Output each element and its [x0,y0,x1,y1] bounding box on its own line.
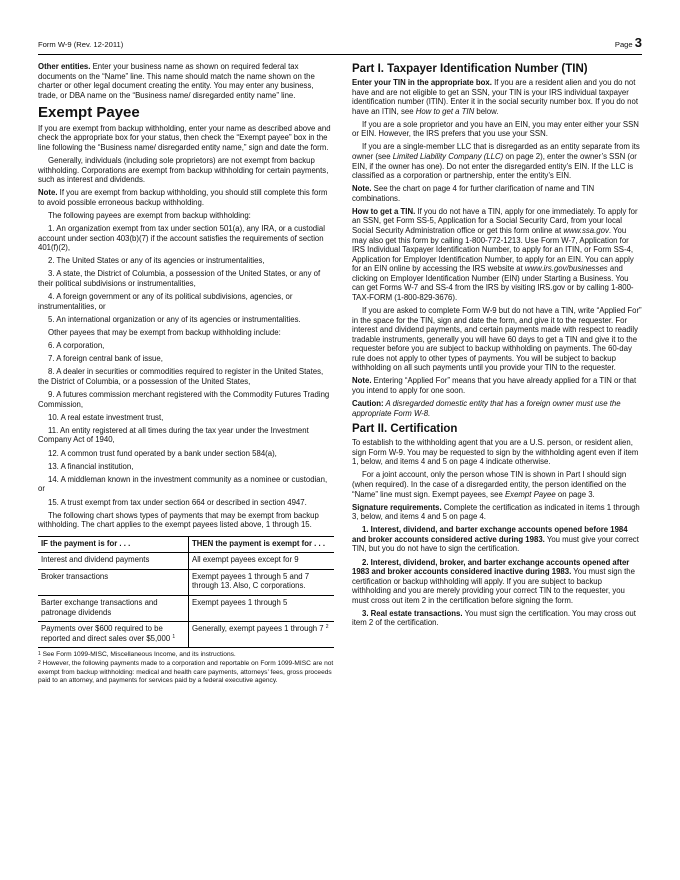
other-entities-paragraph [38,62,334,100]
how-text-a: If you do not have a TIN, apply for one immediately. To apply for an SSN, get Form SS-5, Application for a Social Security Card, from your local Social Security Administration office or get this form online at [352,206,638,236]
cert-item-1-text: You must give your correct TIN, but you do not have to sign the certification. [352,534,639,554]
caution-text: A disregarded domestic entity that has a foreign owner must use the appropriate Form W-8. [352,399,621,418]
enter-tin-tail: below. [474,106,499,116]
exempt-list-2 [38,341,334,507]
table-row [38,595,334,621]
note-text: If you are exempt from backup withholding, you should still complete this form to avoid possible erroneous backup withholding. [38,188,328,207]
how-text-b: . You may also get this form by calling 1-800-772-1213. Use Form W-7, Application for IRS Individual Taxpayer Identification Number, to apply for an ITIN, or Form SS-4, Application for Employer Identification Number, to apply for an EIN. You can apply for an EIN online by accessing the IRS website at [352,226,634,274]
exempt-p2: Generally, individuals (including sole proprietors) are not exempt from backup withholding. Corporations are exempt from backup withholding for certain payments, such as interest and dividends. [38,156,329,185]
cert-p2-b: on page 3. [555,489,595,499]
list-item: 10. A real estate investment trust, [48,412,164,422]
footnote-num: 1 [38,651,41,658]
cert-p2-a: For a joint account, only the person whose TIN is shown in Part I should sign (when required). In the case of a disregarded entity, the person identified on the “Name” line must sign. Exempt payees, see [352,470,627,499]
table-header-row [38,536,334,553]
cert-item-2 [352,558,642,606]
cert-p1: To establish to the withholding agent that you are a U.S. person, or resident alien, sign Form W-9. You may be requested to sign by the withholding agent even if item 1, below, and items 4 and 5 on page 4 indicate otherwise. [352,438,639,467]
cert-p2-ref: Exempt Payee [504,489,556,499]
exempt-p4: Other payees that may be exempt from backup withholding include: [48,327,281,337]
list-item: 11. An entity registered at all times during the tax year under the Investment Company Act of 1940, [38,425,309,445]
list-item: 2. The United States or any of its agencies or instrumentalities, [48,256,265,266]
cert-item-3-text: You must sign the certification. You may cross out item 2 of the certification. [352,608,636,628]
exempt-p3: The following payees are exempt from backup withholding: [48,210,251,220]
footnote-text: See Form 1099-MISC, Miscellaneous Income, and its instructions. [40,651,236,659]
enter-tin-label: Enter your TIN in the appropriate box. [352,78,492,87]
enter-tin-text: If you are a resident alien and you do not have and are not eligible to get an SSN, your TIN is your IRS individual taxpayer identification number (ITIN). Enter it in the social security number box. If you do not have an ITIN, see [352,78,639,116]
irs-url: www.irs.gov/businesses [524,264,608,274]
footnote-num: 2 [38,660,41,667]
cert-item-1-label: 1. Interest, dividend, and barter exchange accounts opened before 1984 and broker accounts considered active during 1983. [352,525,628,544]
table-header-if: IF the payment is for . . . [38,536,189,553]
table-cell: Barter exchange transactions and patronage dividends [38,595,189,621]
footnote-2 [38,660,334,685]
list-item: 7. A foreign central bank of issue, [48,354,163,364]
note-label: Note. [38,188,58,198]
page-header [38,35,642,55]
cert-item-1 [352,525,642,554]
note1-paragraph [352,184,642,203]
list-item: 15. A trust exempt from tax under section 664 or described in section 4947. [48,497,307,507]
how-to-get-tin-paragraph [352,207,642,302]
table-row [38,622,334,648]
footnote-text: However, the following payments made to a corporation and reportable on Form 1099-MISC are not exempt from backup withholding: medical and health care payments, attorneys’ fees, gross proceeds paid to an attorney, and payments for services paid by a federal executive agency. [38,660,334,685]
footnote-ref: 2 [325,624,329,631]
list-item: 6. A corporation, [48,341,105,351]
caution-label: Caution: [352,399,384,409]
enter-tin-link-text: How to get a TIN [415,106,475,116]
note2-label: Note. [352,376,372,386]
cell-text: Payments over $600 required to be reported and direct sales over $5,000 [41,624,171,643]
page-word: Page [614,40,633,49]
table-cell [189,622,335,648]
cert-item-3 [352,609,642,628]
list-item: 9. A futures commission merchant registered with the Commodity Futures Trading Commission, [38,390,330,409]
signature-requirements [352,503,642,522]
footnote-1 [38,651,334,659]
exempt-list-1 [38,224,334,324]
table-header-then: THEN the payment is exempt for . . . [189,536,335,553]
how-label: How to get a TIN. [352,206,416,216]
other-entities-text: Enter your business name as shown on required federal tax documents on the “Name” line. This name should match the name shown on the charter or other legal document creating the entity. You may enter any business, trade, or DBA name on the “Business name/ disregarded entity name” line. [38,62,315,100]
how-text-c: and clicking on Employer Identification Number (EIN) under Starting a Business. You can get Forms W-7 and SS-4 from the IRS by visiting IRS.gov or by calling 1-800-TAX-FORM (1-800-829-3676). [352,264,634,302]
llc-text-a: If you are a single-member LLC that is disregarded as an entity separate from its owner (see [352,142,640,162]
list-item: 5. An international organization or any of its agencies or instrumentalities. [48,314,301,324]
table-cell: Exempt payees 1 through 5 and 7 through 13. Also, C corporations. [189,569,335,595]
part1-heading: Part I. Taxpayer Identification Number (TIN) [352,63,588,75]
list-item: 3. A state, the District of Columbia, a possession of the United States, or any of their political subdivisions or instrumentalities, [38,269,321,288]
table-cell: Exempt payees 1 through 5 [189,595,335,621]
cert-item-2-label: 2. Interest, dividend, broker, and barter exchange accounts opened after 1983 and broker accounts considered inactive during 1983. [352,557,630,577]
exempt-p5: The following chart shows types of payments that may be exempt from backup withholding. The chart applies to the exempt payees listed above, 1 through 15. [38,510,319,530]
list-item: 14. A middleman known in the investment community as a nominee or custodian, or [38,474,328,494]
table-cell [38,622,189,648]
left-column [38,62,334,686]
table-cell: All exempt payees except for 9 [189,553,335,570]
table-cell: Broker transactions [38,569,189,595]
ssa-url: www.ssa.gov [563,226,609,236]
list-item: 1. An organization exempt from tax under section 501(a), any IRA, or a custodial account under section 403(b)(7) if the account satisfies the requirements of section 401(f)(2), [38,224,325,253]
exempt-note [38,188,334,207]
footnote-ref: 1 [172,633,176,640]
sig-text: Complete the certification as indicated in items 1 through 3, below, and items 4 and 5 on page 4. [352,502,640,522]
caution-paragraph [352,399,642,418]
cell-text: Generally, exempt payees 1 through 7 [192,624,324,634]
footnotes [38,651,334,685]
table-row [38,569,334,595]
applied-for-paragraph: If you are asked to complete Form W-9 but do not have a TIN, write “Applied For” in the space for the TIN, sign and date the form, and give it to the requester. For interest and dividend payments, and certain payments made with respect to readily tradable instruments, generally you will have 60 days to get a TIN and give it to the requester before you are subject to backup withholding on payments. The 60-day rule does not apply to other types of payments. You will be subject to backup withholding on all such payments until you provide your TIN to the requester. [352,306,642,373]
list-item: 4. A foreign government or any of its political subdivisions, agencies, or instrumentalities, or [38,292,293,311]
note2-paragraph [352,376,642,395]
cert-p2 [352,470,642,499]
right-column [352,62,642,632]
sig-label: Signature requirements. [352,502,442,512]
part2-heading: Part II. Certification [352,423,458,436]
exempt-payee-heading: Exempt Payee [38,103,140,121]
exempt-payments-table [38,536,334,648]
list-item: 8. A dealer in securities or commodities required to register in the United States, the District of Columbia, or a possession of the United States, [38,367,324,386]
enter-tin-paragraph [352,78,642,116]
llc-text-b: on page 2), enter the owner’s SSN (or EIN, if the owner has one). Do not enter the disregarded entity’s EIN. If the LLC is classified as a corporation or partnership, enter the entity’s EIN. [352,152,637,181]
table-row [38,553,334,570]
cert-item-2-text: You must sign the certification or backup withholding will apply. If you are subject to backup withholding and you are merely providing your correct TIN to the requester, you must cross out item 2 in the certification before signing the form. [352,567,635,605]
cert-item-3-label: 3. Real estate transactions. [362,608,463,618]
sole-prop-paragraph: If you are a sole proprietor and you have an EIN, you may enter either your SSN or EIN. However, the IRS prefers that you use your SSN. [352,119,639,139]
llc-paragraph [352,142,642,180]
list-item: 13. A financial institution, [48,461,134,471]
other-entities-label: Other entities. [38,62,91,71]
exempt-p1: If you are exempt from backup withholding, enter your name as described above and check the appropriate box for your status, then check the “Exempt payee” box in the line following the “Business name/ disregarded entity name,” sign and date the form. [38,123,331,152]
form-label: Form W-9 (Rev. 12-2011) [38,40,124,49]
note1-label: Note. [352,184,372,194]
table-cell: Interest and dividend payments [38,553,189,570]
page-num: 3 [634,35,642,50]
list-item: 12. A common trust fund operated by a bank under section 584(a), [48,448,277,458]
note2-text: Entering “Applied For” means that you have already applied for a TIN or that you intend to apply for one soon. [352,376,637,395]
llc-ref: Limited Liability Company (LLC) [392,152,504,162]
note1-text: See the chart on page 4 for further clarification of name and TIN combinations. [352,184,595,203]
page-number [615,36,642,52]
